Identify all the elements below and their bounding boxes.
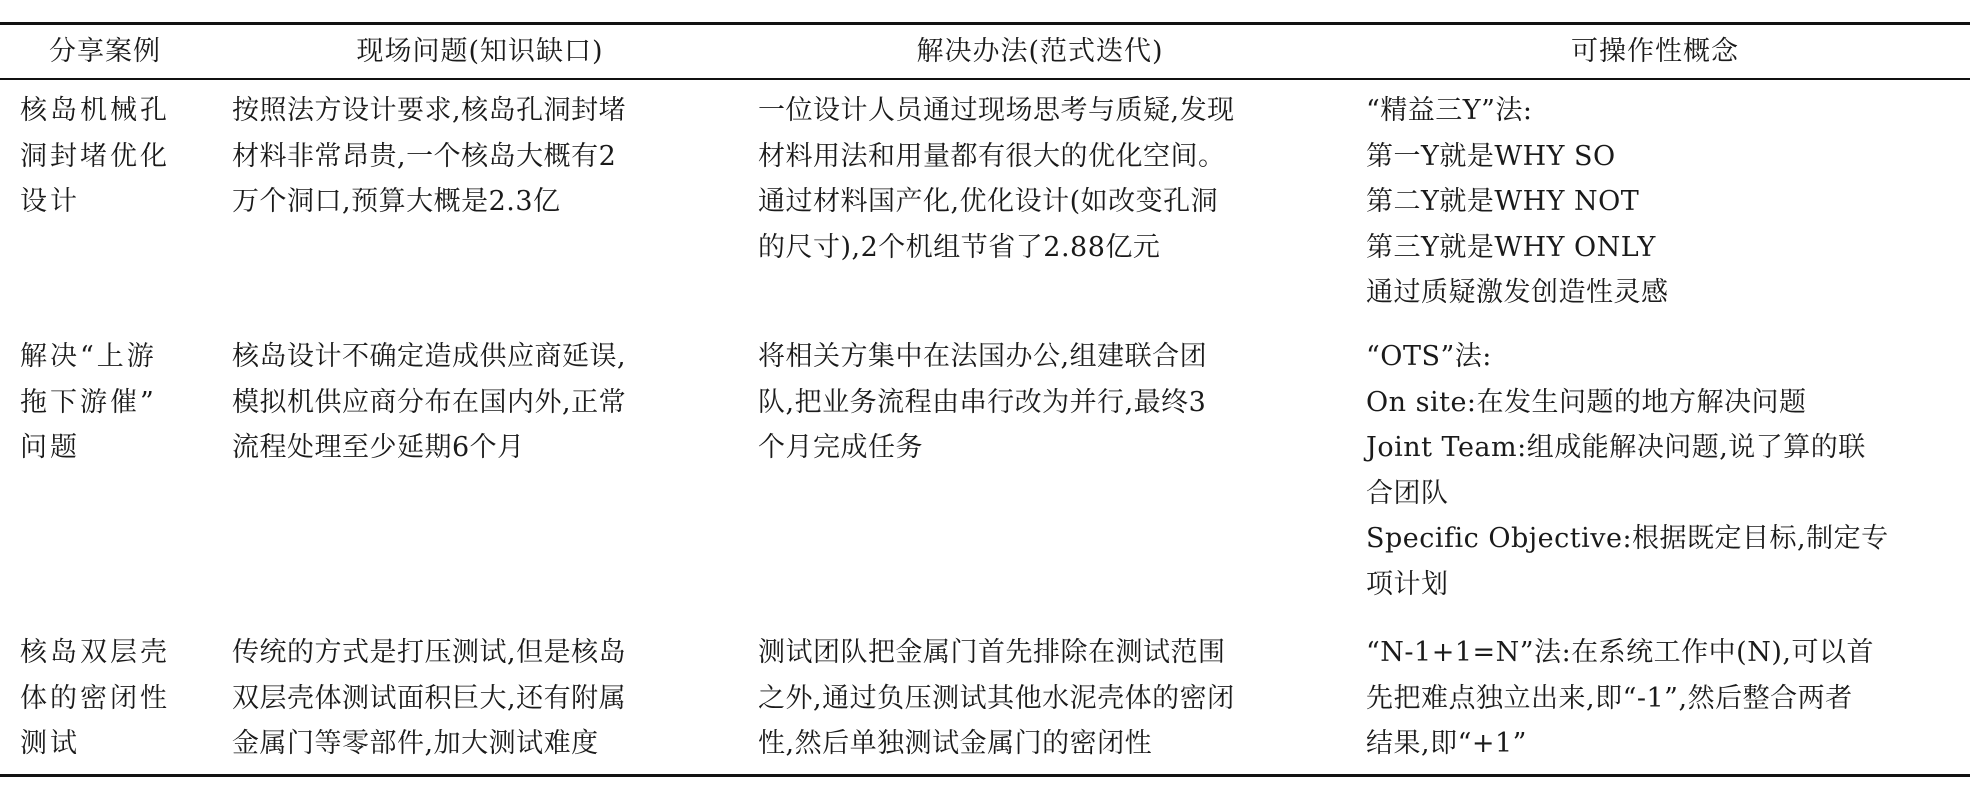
solution-line: 将相关方集中在法国办公,组建联合团 — [758, 341, 1208, 372]
table-row — [0, 630, 1970, 770]
solution-line: 测试团队把金属门首先排除在测试范围 — [758, 637, 1226, 668]
solution-line: 性,然后单独测试金属门的密闭性 — [758, 728, 1153, 759]
case-cell — [20, 630, 195, 767]
problem-line: 金属门等零部件,加大测试难度 — [232, 728, 599, 759]
solution-line: 通过材料国产化,优化设计(如改变孔洞 — [758, 186, 1219, 217]
concept-cell — [1366, 334, 1952, 607]
header-case: 分享案例 — [49, 36, 161, 67]
header-row — [0, 26, 1970, 78]
problem-line: 按照法方设计要求,核岛孔洞封堵 — [232, 95, 627, 126]
problem-line: 核岛设计不确定造成供应商延误, — [232, 341, 627, 372]
concept-line: On site:在发生问题的地方解决问题 — [1366, 386, 1807, 418]
concept-line: “N-1+1=N”法:在系统工作中(N),可以首 — [1366, 637, 1874, 668]
concept-line: 结果,即“+1” — [1366, 728, 1527, 759]
solution-line: 的尺寸),2个机组节省了2.88亿元 — [758, 231, 1161, 263]
case-line: 测试 — [20, 728, 80, 759]
solution-cell — [758, 630, 1326, 767]
concept-line: “OTS”法: — [1366, 341, 1492, 372]
case-cell — [20, 334, 195, 471]
table-row — [0, 334, 1970, 614]
case-line: 洞封堵优化 — [20, 140, 170, 172]
problem-cell — [232, 334, 720, 471]
solution-line: 个月完成任务 — [758, 432, 923, 463]
case-line: 核岛机械孔 — [20, 95, 170, 126]
concept-line: 合团队 — [1366, 477, 1449, 509]
solution-line: 之外,通过负压测试其他水泥壳体的密闭 — [758, 682, 1235, 714]
problem-line: 双层壳体测试面积巨大,还有附属 — [232, 682, 627, 714]
concept-line: 第二Y就是WHY NOT — [1366, 186, 1640, 217]
top-rule — [0, 22, 1970, 25]
header-rule — [0, 78, 1970, 80]
case-line: 体的密闭性 — [20, 682, 170, 714]
case-cell — [20, 88, 195, 225]
concept-line: 第一Y就是WHY SO — [1366, 140, 1616, 172]
case-line: 核岛双层壳 — [20, 637, 170, 668]
solution-cell — [758, 88, 1326, 270]
header-problem: 现场问题(知识缺口) — [356, 36, 604, 67]
case-line: 拖下游催” — [20, 386, 157, 418]
header-concept: 可操作性概念 — [1571, 36, 1739, 67]
bottom-rule — [0, 774, 1970, 777]
case-line: 问题 — [20, 432, 80, 463]
problem-line: 传统的方式是打压测试,但是核岛 — [232, 637, 627, 668]
concept-line: 第三Y就是WHY ONLY — [1366, 231, 1656, 263]
concept-cell — [1366, 88, 1952, 316]
case-line: 解决“上游 — [20, 341, 157, 372]
problem-line: 万个洞口,预算大概是2.3亿 — [232, 186, 561, 217]
solution-line: 材料用法和用量都有很大的优化空间。 — [758, 140, 1226, 172]
table-row — [0, 88, 1970, 318]
problem-cell — [232, 88, 720, 225]
concept-line: 通过质疑激发创造性灵感 — [1366, 277, 1669, 308]
case-line: 设计 — [20, 186, 80, 217]
solution-line: 一位设计人员通过现场思考与质疑,发现 — [758, 95, 1235, 126]
concept-line: 项计划 — [1366, 568, 1449, 600]
problem-line: 材料非常昂贵,一个核岛大概有2 — [232, 140, 617, 172]
concept-line: Joint Team:组成能解决问题,说了算的联 — [1366, 432, 1866, 463]
solution-line: 队,把业务流程由串行改为并行,最终3 — [758, 386, 1207, 418]
problem-line: 流程处理至少延期6个月 — [232, 432, 525, 463]
concept-line: Specific Objective:根据既定目标,制定专 — [1366, 523, 1889, 554]
concept-line: “精益三Y”法: — [1366, 95, 1533, 126]
problem-line: 模拟机供应商分布在国内外,正常 — [232, 386, 627, 418]
concept-line: 先把难点独立出来,即“-1”,然后整合两者 — [1366, 682, 1853, 714]
problem-cell — [232, 630, 720, 767]
header-solution: 解决办法(范式迭代) — [916, 36, 1164, 67]
solution-cell — [758, 334, 1326, 471]
concept-cell — [1366, 630, 1952, 767]
